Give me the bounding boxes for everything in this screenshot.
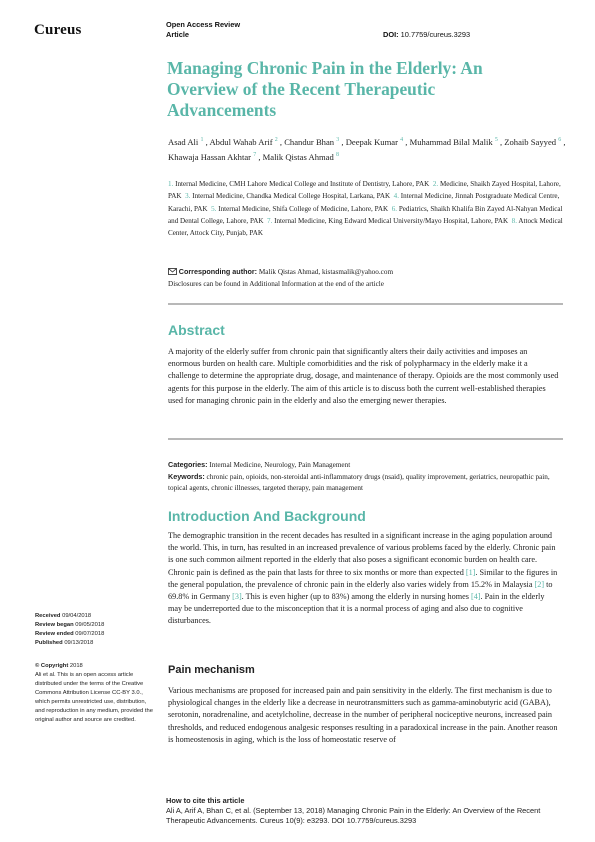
article-dates: Received 09/04/2018 Review began 09/05/2018 Review ended 09/07/2018 Published 09/13/2018 bbox=[35, 613, 105, 646]
abstract-heading: Abstract bbox=[168, 322, 225, 338]
article-title: Managing Chronic Pain in the Elderly: An Overview of the Recent Therapeutic Advancements bbox=[167, 58, 483, 120]
mail-icon bbox=[168, 268, 179, 276]
pain-mechanism-text: Various mechanisms are proposed for increased pain and pain sensitivity in the elderly. The first mechanism is due to physiological changes in the elderly like a decrease in neurotransmitters such as gamma-aminobutyric acid (GABA), serotonin, noradrenaline, and acetylcholine, decrease in the number of peripheral nociceptive neurons, increased pain thresholds, and reduced endogenous analgesic responses resulting in a paradoxical increase in the pain. Another reason is homeostenosis in aging, which is the loss of homeostatic reserve of bbox=[168, 686, 558, 744]
author[interactable]: Khawaja Hassan Akhtar $^7$ bbox=[168, 151, 257, 162]
corresponding-label: Corresponding author: bbox=[178, 267, 258, 276]
author[interactable]: Deepak Kumar $^4$ bbox=[345, 136, 404, 147]
categories-text: Internal Medicine, Neurology, Pain Management bbox=[209, 461, 351, 469]
corresponding-email[interactable]: Malik Qistas Ahmad, kistasmalik@yahoo.com bbox=[258, 268, 394, 276]
cite-text: Ali A, Arif A, Bhan C, et al. (September 13, 2018) Managing Chronic Pain in the Elderly: An Overview of the Recent Therapeutic Advancements. Cureus 10(9): e3293. DOI 10.7759/cureus.3293 bbox=[166, 806, 541, 825]
author[interactable]: Muhammad Bilal Malik $^5$ bbox=[409, 136, 498, 147]
author[interactable]: Abdul Wahab Arif $^2$ bbox=[209, 136, 278, 147]
author[interactable]: Chandur Bhan $^3$ bbox=[284, 136, 340, 147]
author-list: Asad Ali $^1$ , Abdul Wahab Arif $^2$ , Chandur Bhan $^3$ , Deepak Kumar $^4$ , Muhammad Bilal Malik $^5$ , Zohaib Sayyed $^6$ , Khawaja Hassan Akhtar $^7$ , Malik Qistas Ahmad $^8$ bbox=[168, 136, 566, 162]
intro-text: The demographic transition in the recent decades has resulted in a significant increase in the aging population around the world. This, in turn, has resulted in an increased prevalence of various problems faced by the elderly. Chronic pain is one such common ailment reported in the elderly that also poses a significant economic burden on health care. Chronic pain is defined as the pain that lasts for three to six months or more than expected [1]. Similar to the figures in the general population, the prevalence of chronic pain in the elderly also varies widely from 15.2% in Malaysia [2] to 69.8% in Germany [3]. This is even higher (up to 83%) among the elderly in nursing homes [4]. Pain in the elderly may be underreported due to the misconception that it is a normal process of aging and also due to cognitive disturbances. bbox=[168, 531, 558, 626]
doi bbox=[383, 30, 470, 39]
citation-block bbox=[166, 796, 576, 826]
pain-mechanism-heading: Pain mechanism bbox=[168, 664, 255, 676]
article-label: Article bbox=[166, 30, 190, 39]
doi-label: DOI: bbox=[383, 30, 399, 39]
reference-link[interactable]: [4] bbox=[470, 592, 481, 602]
intro-heading: Introduction And Background bbox=[168, 508, 366, 524]
author[interactable]: Zohaib Sayyed $^6$ bbox=[504, 136, 562, 147]
open-access-label: Open Access Review bbox=[166, 20, 241, 29]
keywords-text: chronic pain, opioids, non-steroidal anti-inflammatory drugs (nsaid), quality improvement, geriatrics, neuropathic pain, topical agents, chronic illnesses, targeted therapy, pain management bbox=[168, 473, 550, 492]
reference-link[interactable]: [3] bbox=[232, 592, 242, 602]
author[interactable]: Malik Qistas Ahmad $^8$ bbox=[262, 151, 339, 162]
keywords-label: Keywords: bbox=[168, 472, 205, 481]
reference-link[interactable]: [2] bbox=[534, 579, 545, 589]
divider bbox=[168, 438, 563, 440]
journal-logo: Cureus bbox=[34, 22, 82, 38]
reference-link[interactable]: [1] bbox=[465, 567, 476, 577]
copyright-block: © Copyright 2018 Ali et al. This is an open access article distributed under the terms of the Creative Commons Attribution License CC-BY 3.0., which permits unrestricted use, distribution, and reproduction in any medium, provided the original author and source are credited. bbox=[35, 662, 155, 725]
license-text: Ali et al. This is an open access article distributed under the terms of the Creative Commons Attribution License CC-BY 3.0., which permits unrestricted use, distribution, and reproduction in any medium, provided the original author and source are credited. bbox=[35, 672, 153, 723]
article-type-header bbox=[166, 20, 240, 40]
author[interactable]: Asad Ali $^1$ bbox=[168, 136, 204, 147]
cite-heading: How to cite this article bbox=[166, 796, 245, 805]
affiliations: 1. Internal Medicine, CMH Lahore Medical College and Institute of Dentistry, Lahore, PAK 2. Medicine, Shaikh Zayed Hospital, Lahore, PAK 3. Internal Medicine, Chandka Medical College Hospital, Larkana, PAK 4. Internal Medicine, Jinnah Postgraduate Medical Centre, Karachi, PAK 5. Internal Medicine, Shifa College of Medicine, Lahore, PAK 6. Pediatrics, Shaikh Khalifa Bin Zayed Al-Nahyan Medical and Dental College, Lahore, PAK 7. Internal Medicine, King Edward Medical University/Mayo Hospital, Lahore, PAK 8. Attock Medical Center, Attock City, Punjab, PAK bbox=[168, 180, 563, 238]
abstract-text: A majority of the elderly suffer from chronic pain that significantly alters their daily activities and imposes an enormous burden on health care. Multiple comorbidities and the risk of polypharmacy in the elderly make it a challenge to determine the appropriate drug, dosage, and maintenance of therapy. Opioids are the most commonly used agents for this purpose in the elderly. The aim of this article is to discuss both the current well-established therapies used for managing chronic pain in the elderly and also the emerging newer therapies. bbox=[168, 347, 559, 405]
categories-label: Categories: bbox=[168, 460, 208, 469]
doi-link[interactable]: 10.7759/cureus.3293 bbox=[400, 30, 471, 39]
keywords-block bbox=[168, 459, 563, 494]
divider bbox=[168, 303, 563, 305]
disclosure-note: Disclosures can be found in Additional Information at the end of the article bbox=[168, 280, 384, 288]
corresponding-author bbox=[168, 266, 563, 290]
